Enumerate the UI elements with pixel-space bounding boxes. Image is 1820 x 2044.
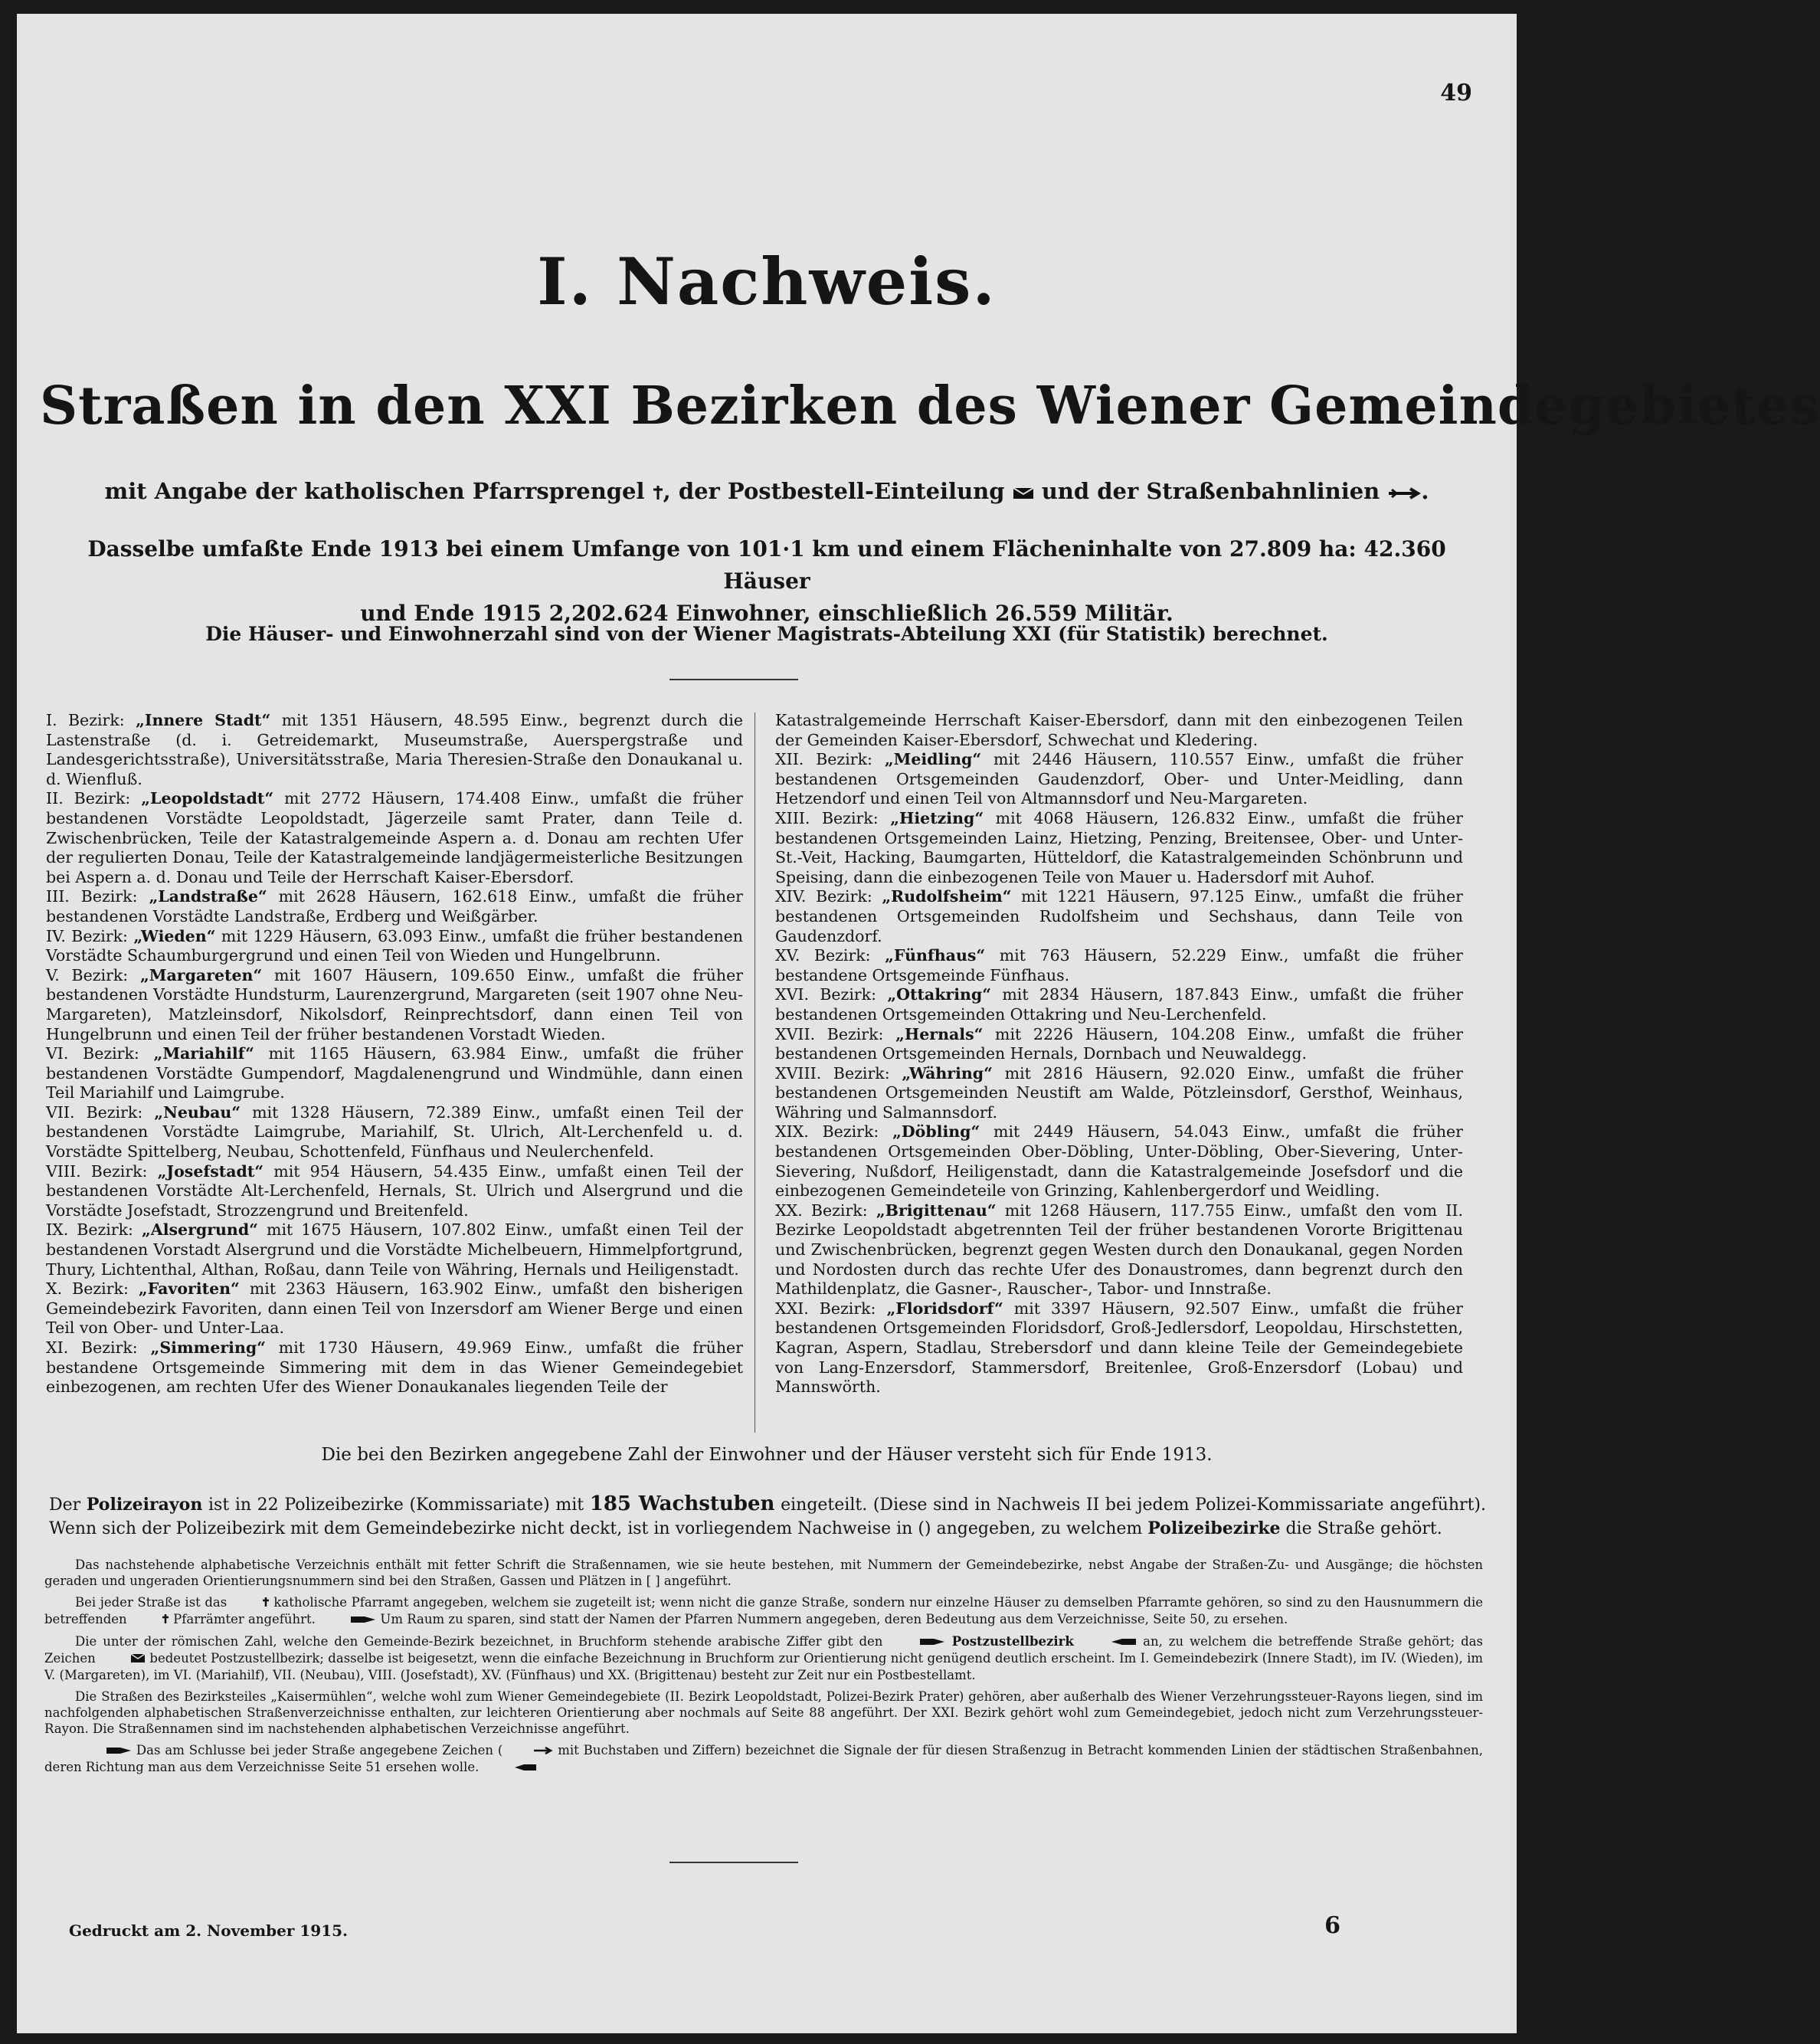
district-entry: XX. Bezirk: „Brigittenau“ mit 1268 Häusern, 117.755 Einw., umfaßt den vom II. Bezirke Leopoldstadt abgetrennten Teil der früher bestandenen Vororte Brigittenau und Zwischenbrücken, begrenzt gegen Westen durch den Donaukanal, gegen Norden und Nordosten durch das rechte Ufer des Donaustromes, dann begrenzt durch den Mathildenplatz, die Gasner-, Rauscher-, Tabor- und Innstraße. xyxy=(775,1201,1463,1299)
district-entry: II. Bezirk: „Leopoldstadt“ mit 2772 Häusern, 174.408 Einw., umfaßt die früher bestandenen Vorstädte Leopoldstadt, Jägerzeile samt Prater, dann Teile d. Zwischenbrücken, Teile der Katastralgemeinde Aspern a. d. Donau am rechten Ufer der regulierten Donau, Teile der Katastralgemeinde landjägermeisterliche Besitzungen bei Aspern a. d. Donau und Teile der Herrschaft Kaiser-Ebersdorf. xyxy=(46,789,743,886)
district-entry: III. Bezirk: „Landstraße“ mit 2628 Häusern, 162.618 Einw., umfaßt die früher bestandenen Vorstädte Landstraße, Erdberg und Weißgärber. xyxy=(46,887,743,925)
divider-bottom xyxy=(669,1862,798,1863)
envelope-icon xyxy=(100,1651,146,1667)
district-entry: X. Bezirk: „Favoriten“ mit 2363 Häusern, 163.902 Einw., umfaßt den bisherigen Gemeindebezirk Favoriten, dann einen Teil von Inzersdorf am Wiener Berge und einen Teil von Ober- und Unter-Laa. xyxy=(46,1279,743,1338)
fine-paragraph: Das nachstehende alphabetische Verzeichnis enthält mit fetter Schrift die Straßennamen, wie sie heute bestehen, mit Nummern der Gemeindebezirke, nebst Angabe der Straßen-Zu- und Ausgänge; die höchsten geraden und ungeraden Orientierungsnummern sind bei den Straßen, Gassen und Plätzen in [ ] angeführt. xyxy=(44,1558,1483,1588)
district-entry: XI. Bezirk: „Simmering“ mit 1730 Häusern, 49.969 Einw., umfaßt die früher bestandene Ortsgemeinde Simmering mit dem in das Wiener Gemeindegebiet einbezogenen, am rechten Ufer des Wiener Donaukanales liegenden Teile der xyxy=(46,1338,743,1397)
intro-text-b: , der Postbestell-Einteilung xyxy=(663,478,1013,504)
district-entry: XIV. Bezirk: „Rudolfsheim“ mit 1221 Häusern, 97.125 Einw., umfaßt die früher bestandenen Ortsgemeinden Rudolfsheim und Sechshaus, dann Teile von Gaudenzdorf. xyxy=(775,887,1463,945)
district-entry: VII. Bezirk: „Neubau“ mit 1328 Häusern, 72.389 Einw., umfaßt einen Teil der bestandenen Vorstädte Laimgrube, Mariahilf, St. Ulrich, Alt-Lerchenfeld u. d. Vorstädte Spittelberg, Neubau, Schottenfeld, Fünfhaus und Neulerchenfeld. xyxy=(46,1102,743,1161)
police-paragraph: Der Polizeirayon ist in 22 Polizeibezirke (Kommissariate) mit 185 Wachstuben eingeteilt. (Diese sind in Nachweis II bei jedem Polizei-Kommissariate angeführt). Wenn sich der Polizeibezirk mit dem Gemeindebezirke nicht deckt, ist in vorliegendem Nachweise in () angegeben, zu welchem Polizeibezirke die Straße gehört. xyxy=(49,1492,1486,1538)
page-number: 49 xyxy=(1440,80,1472,106)
intro-line xyxy=(47,478,1486,506)
pointing-hand-icon xyxy=(319,1612,376,1628)
district-entry: IV. Bezirk: „Wieden“ mit 1229 Häusern, 63.093 Einw., umfaßt die früher bestandenen Vorstädte Schaumburgergrund und einen Teil von Wieden und Hungelbrunn. xyxy=(46,926,743,965)
fine-paragraph: Das am Schlusse bei jeder Straße angegebene Zeichen ( mit Buchstaben und Ziffern) bezeichnet die Signale der für diesen Straßenzug in Betracht kommenden Linien der städtischen Straßenbahnen, deren Richtung man aus dem Verzeichnisse Seite 51 ersehen wolle. xyxy=(44,1743,1483,1774)
pointing-hand-icon xyxy=(75,1743,132,1759)
cross-icon xyxy=(131,1612,169,1628)
cross-icon xyxy=(653,480,663,506)
fine-paragraph: Die Straßen des Bezirksteiles „Kaisermühlen“, welche wohl zum Wiener Gemeindegebiete (II. Bezirk Leopoldstadt, Polizei-Bezirk Prater) gehören, aber außerhalb des Wiener Verzehrungssteuer-Rayons liegen, sind im nachfolgenden alphabetischen Straßenverzeichnisse enthalten, zur leichteren Orientierung aber nochmals auf Seite 88 angeführt. Der XXI. Bezirk gehört wohl zum Gemeindegebiet, jedoch nicht zum Verzehrungssteuer-Rayon. Die Straßennamen sind im nachstehenden alphabetischen Verzeichnisse angeführt. xyxy=(44,1689,1483,1736)
page-title: I. Nachweis. xyxy=(537,244,997,319)
summary-block xyxy=(47,533,1486,630)
district-entry: VI. Bezirk: „Mariahilf“ mit 1165 Häusern, 63.984 Einw., umfaßt die früher bestandenen Vorstädte Gumpendorf, Magdalenengrund und Windmühle, dann einen Teil Mariahilf und Laimgrube. xyxy=(46,1044,743,1102)
source-note: Die Häuser- und Einwohnerzahl sind von der Wiener Magistrats-Abteilung XXI (für Statistik) berechnet. xyxy=(205,623,1328,645)
district-entry: XVIII. Bezirk: „Währing“ mit 2816 Häusern, 92.020 Einw., umfaßt die früher bestandenen Ortsgemeinden Neustift am Walde, Pötzleinsdorf, Gersthof, Weinhaus, Währing und Salmannsdorf. xyxy=(775,1063,1463,1122)
page-subtitle: Straßen in den XXI Bezirken des Wiener Gemeindegebietes xyxy=(40,375,1820,437)
tram-arrow-icon xyxy=(1387,480,1421,506)
district-entry: XV. Bezirk: „Fünfhaus“ mit 763 Häusern, 52.229 Einw., umfaßt die früher bestandene Ortsgemeinde Fünfhaus. xyxy=(775,946,1463,984)
district-entry: XIII. Bezirk: „Hietzing“ mit 4068 Häusern, 126.832 Einw., umfaßt die früher bestandenen Ortsgemeinden Lainz, Hietzing, Penzing, Breitensee, Ober- und Unter-St.-Veit, Hacking, Baumgarten, Hütteldorf, die Katastralgemeinden Schönbrunn und Speising, dann die einbezogenen Teile von Mauer u. Hadersdorf mit Auhof. xyxy=(775,808,1463,886)
signature-number: 6 xyxy=(1324,1912,1340,1939)
district-entry: XXI. Bezirk: „Floridsdorf“ mit 3397 Häusern, 92.507 Einw., umfaßt die früher bestandenen Ortsgemeinden Floridsdorf, Groß-Jedlersdorf, Leopoldau, Hirschstetten, Kagran, Aspern, Stadlau, Strebersdorf und dann kleine Teile der Gemeindegebiete von Lang-Enzersdorf, Stammersdorf, Breitenlee, Groß-Enzersdorf (Lobau) und Mannswörth. xyxy=(775,1299,1463,1397)
cross-icon xyxy=(231,1595,270,1611)
fine-paragraph: Die unter der römischen Zahl, welche den Gemeinde-Bezirk bezeichnet, in Bruchform stehende arabische Ziffer gibt den Postzustellbezirk an, zu welchem die betreffende Straße gehört; das Zeichen bedeutet Postzustellbezirk; dasselbe ist beigesetzt, wenn die einfache Bezeichnung in Bruchform zur Orientierung nicht genügend deutlich erscheint. Im I. Gemeindebezirk (Innere Stadt), im IV. (Wieden), im V. (Margareten), im VI. (Mariahilf), VII. (Neubau), VIII. (Josefstadt), XV. (Fünfhaus) und XX. (Brigittenau) besteht zur Zeit nur ein Postbestellamt. xyxy=(44,1634,1484,1682)
intro-text-a: mit Angabe der katholischen Pfarrsprengel xyxy=(104,478,653,504)
pointing-hand-icon xyxy=(889,1634,945,1650)
document-page xyxy=(17,14,1820,2033)
district-entry: V. Bezirk: „Margareten“ mit 1607 Häusern, 109.650 Einw., umfaßt die früher bestandenen Vorstädte Hundsturm, Laurenzergrund, Margareten (seit 1907 ohne Neu-Margareten), Matzleinsdorf, Nikolsdorf, Reinprechtsdorf, dann einen Teil von Hungelbrunn und einen Teil der früher bestandenen Vorstadt Wieden. xyxy=(46,965,743,1043)
intro-text-d: . xyxy=(1421,478,1429,504)
district-entry: XII. Bezirk: „Meidling“ mit 2446 Häusern, 110.557 Einw., umfaßt die früher bestandenen Ortsgemeinden Gaudenzdorf, Ober- und Unter-Meidling, dann Hetzendorf und einen Teil von Altmannsdorf und Neu-Margareten. xyxy=(775,750,1463,808)
districts-column-left xyxy=(46,711,743,1397)
district-continuation: Katastralgemeinde Herrschaft Kaiser-Ebersdorf, dann mit den einbezogenen Teilen der Gemeinden Kaiser-Ebersdorf, Schwechat und Kledering. xyxy=(775,711,1463,749)
intro-text-c: und der Straßenbahnlinien xyxy=(1033,478,1388,504)
envelope-icon xyxy=(1013,480,1034,506)
fine-print xyxy=(44,1557,1483,1781)
fine-paragraph: Bei jeder Straße ist das katholische Pfarramt angegeben, welchem sie zugeteilt ist; wenn nicht die ganze Straße, sondern nur einzelne Häuser zu demselben Pfarramte gehören, so sind zu den Hausnummern die betreffenden Pfarrämter angeführt. Um Raum zu sparen, sind statt der Namen der Pfarren Nummern angegeben, deren Bedeutung aus dem Verzeichnisse, Seite 50, zu ersehen. xyxy=(44,1595,1483,1626)
print-date: Gedruckt am 2. November 1915. xyxy=(69,1921,348,1940)
district-entry: I. Bezirk: „Innere Stadt“ mit 1351 Häusern, 48.595 Einw., begrenzt durch die Lastenstraße (d. i. Getreidemarkt, Museumstraße, Auerspergstraße und Landesgerichtsstraße), Universitätsstraße, Maria Theresien-Straße den Donaukanal u. d. Wienfluß. xyxy=(46,711,744,788)
summary-line-2: und Ende 1915 2,202.624 Einwohner, einschließlich 26.559 Militär. xyxy=(360,601,1174,626)
pointing-hand-left-icon xyxy=(483,1760,537,1776)
district-entry: XIX. Bezirk: „Döbling“ mit 2449 Häusern, 54.043 Einw., umfaßt die früher bestandenen Ortsgemeinden Ober-Döbling, Unter-Döbling, Ober-Sievering, Unter-Sievering, Nußdorf, Heiligenstadt, dann die Katastralgemeinde Josefsdorf und die einbezogenen Gemeindeteile von Grinzing, Kahlenbergerdorf und Weidling. xyxy=(775,1122,1463,1201)
district-entry: IX. Bezirk: „Alsergrund“ mit 1675 Häusern, 107.802 Einw., umfaßt einen Teil der bestandenen Vorstadt Alsergrund und die Vorstädte Michelbeuern, Himmelpfortgrund, Thury, Lichtenthal, Althan, Roßau, dann Teile von Währing, Hernals und Heiligenstadt. xyxy=(46,1220,743,1279)
summary-line-1: Dasselbe umfaßte Ende 1913 bei einem Umfange von 101·1 km und einem Flächeninhalte von 27.809 ha: 42.360 Häuser xyxy=(87,536,1446,594)
count-note: Die bei den Bezirken angegebene Zahl der Einwohner und der Häuser versteht sich für Ende 1913. xyxy=(321,1445,1213,1465)
tram-arrow-icon xyxy=(502,1743,553,1759)
divider-top xyxy=(669,679,798,680)
pointing-hand-left-icon xyxy=(1080,1634,1137,1650)
district-entry: VIII. Bezirk: „Josefstadt“ mit 954 Häusern, 54.435 Einw., umfaßt einen Teil der bestandenen Vorstädte Alt-Lerchenfeld, Hernals, St. Ulrich und Alsergrund und die Vorstädte Josefstadt, Strozzengrund und Breitenfeld. xyxy=(46,1161,743,1220)
district-entry: XVI. Bezirk: „Ottakring“ mit 2834 Häusern, 187.843 Einw., umfaßt die früher bestandenen Ortsgemeinden Ottakring und Neu-Lerchenfeld. xyxy=(775,985,1463,1024)
district-entry: XVII. Bezirk: „Hernals“ mit 2226 Häusern, 104.208 Einw., umfaßt die früher bestandenen Ortsgemeinden Hernals, Dornbach und Neuwaldegg. xyxy=(775,1024,1463,1063)
districts-column-right xyxy=(775,711,1463,1397)
